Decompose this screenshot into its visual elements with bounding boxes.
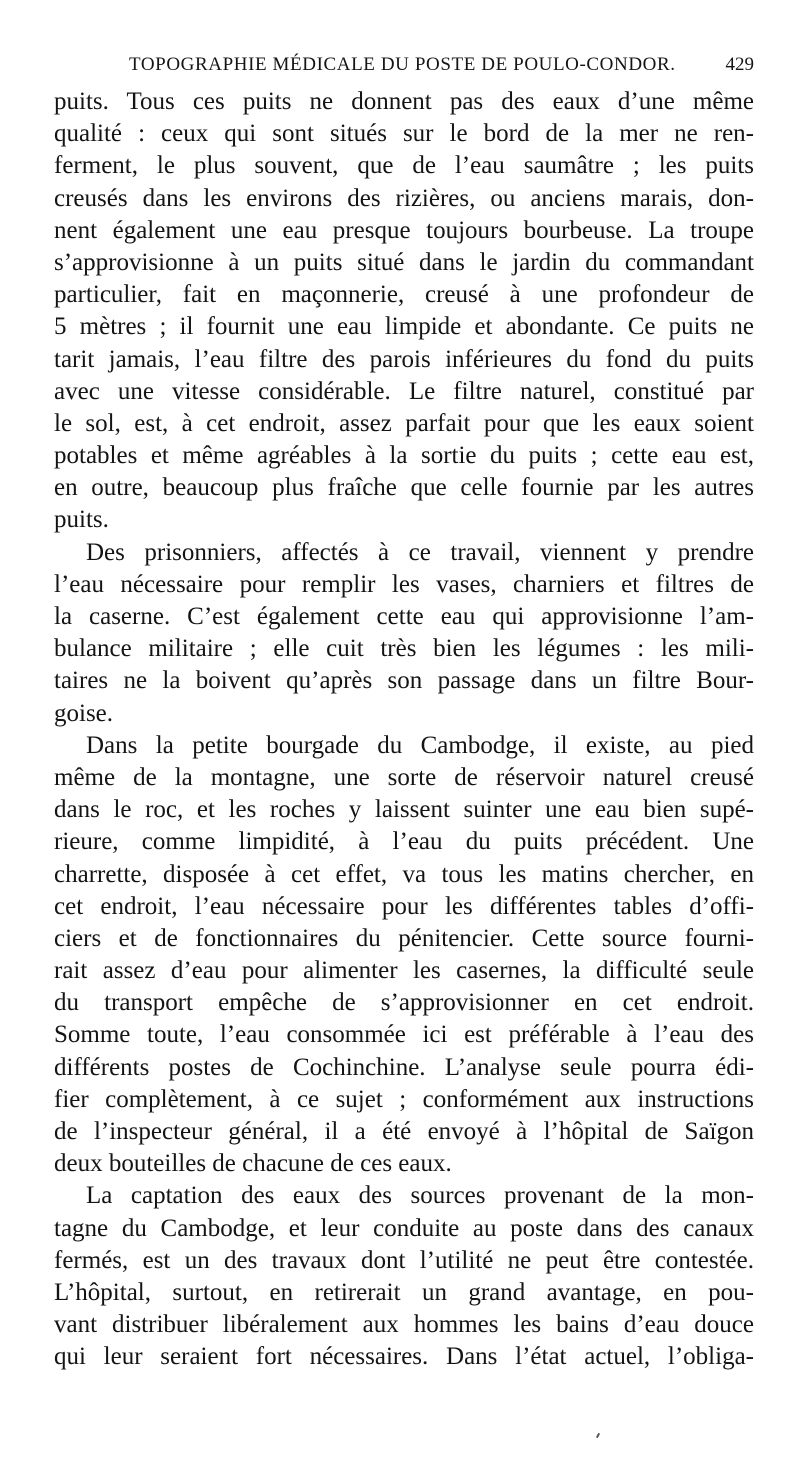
paragraph-end-line: deux bouteilles de chacune de ces eaux.	[54, 1150, 452, 1178]
text-line: 5 mètres ; il fournit une eau limpide et abondante. Ce puits ne	[54, 313, 754, 341]
text-line: cet endroit, l’eau nécessaire pour les différentes tables d’offi-	[54, 892, 754, 920]
text-line: tagne du Cambodge, et leur conduite au poste dans des canaux	[54, 1214, 754, 1242]
text-line: creusés dans les environs des rizières, ou anciens marais, don-	[54, 184, 754, 212]
text-line: Somme toute, l’eau consommée ici est préférable à l’eau des	[54, 1021, 754, 1049]
body-text	[54, 86, 754, 1374]
text-line: charrette, disposée à cet effet, va tous les matins chercher, en	[54, 860, 754, 888]
text-line: avec une vitesse considérable. Le filtre naturel, constitué par	[54, 377, 754, 405]
text-line: bulance militaire ; elle cuit très bien les légumes : les mili-	[54, 635, 754, 663]
running-title: TOPOGRAPHIE MÉDICALE DU POSTE DE POULO-CONDOR.	[129, 54, 676, 75]
paragraph-end-line: goise.	[54, 699, 114, 727]
text-line: en outre, beaucoup plus fraîche que celle fournie par les autres	[54, 474, 754, 502]
text-line: particulier, fait en maçonnerie, creusé à une profondeur de	[54, 281, 754, 309]
text-line: rieure, comme limpidité, à l’eau du puits précédent. Une	[54, 828, 754, 856]
text-line: tarit jamais, l’eau filtre des parois inférieures du fond du puits	[54, 345, 754, 373]
running-head	[54, 54, 754, 84]
text-line: qui leur seraient fort nécessaires. Dans l’état actuel, l’obliga-	[54, 1343, 754, 1371]
text-line: vant distribuer libéralement aux hommes les bains d’eau douce	[54, 1311, 754, 1339]
paragraph-first-line: Des prisonniers, affectés à ce travail, viennent y prendre	[86, 538, 754, 566]
text-line: s’approvisionne à un puits situé dans le jardin du commandant	[54, 248, 754, 276]
paragraph-end-line: puits.	[54, 506, 109, 534]
page-number: 429	[725, 54, 754, 75]
ink-speck	[596, 1433, 600, 1438]
text-line: dans le roc, et les roches y laissent suinter une eau bien supé-	[54, 796, 754, 824]
text-line: du transport empêche de s’approvisionner en cet endroit.	[54, 989, 754, 1017]
paragraph-first-line: Dans la petite bourgade du Cambodge, il existe, au pied	[86, 731, 754, 759]
text-line: qualité : ceux qui sont situés sur le bord de la mer ne ren-	[54, 120, 754, 148]
paragraph-first-line: La captation des eaux des sources provenant de la mon-	[86, 1182, 754, 1210]
text-line: fier complètement, à ce sujet ; conformément aux instructions	[54, 1085, 754, 1113]
text-line: taires ne la boivent qu’après son passage dans un filtre Bour-	[54, 667, 754, 695]
text-line: puits. Tous ces puits ne donnent pas des eaux d’une même	[54, 88, 754, 115]
text-line: la caserne. C’est également cette eau qui approvisionne l’am-	[54, 603, 754, 630]
text-line: ferment, le plus souvent, que de l’eau saumâtre ; les puits	[54, 152, 754, 180]
text-line: ciers et de fonctionnaires du pénitencier. Cette source fourni-	[54, 924, 754, 952]
text-line: même de la montagne, une sorte de réservoir naturel creusé	[54, 763, 754, 791]
text-line: rait assez d’eau pour alimenter les casernes, la difficulté seule	[54, 957, 754, 985]
text-line: de l’inspecteur général, il a été envoyé à l’hôpital de Saïgon	[54, 1118, 754, 1145]
text-line: fermés, est un des travaux dont l’utilité ne peut être contestée.	[54, 1246, 754, 1274]
text-line: L’hôpital, surtout, en retirerait un grand avantage, en pou-	[54, 1278, 754, 1306]
text-line: le sol, est, à cet endroit, assez parfait pour que les eaux soient	[54, 409, 754, 437]
text-line: l’eau nécessaire pour remplir les vases, charniers et filtres de	[54, 570, 754, 598]
text-line: potables et même agréables à la sortie du puits ; cette eau est,	[54, 442, 754, 470]
text-line: nent également une eau presque toujours bourbeuse. La troupe	[54, 216, 754, 244]
text-line: différents postes de Cochinchine. L’analyse seule pourra édi-	[54, 1053, 754, 1081]
